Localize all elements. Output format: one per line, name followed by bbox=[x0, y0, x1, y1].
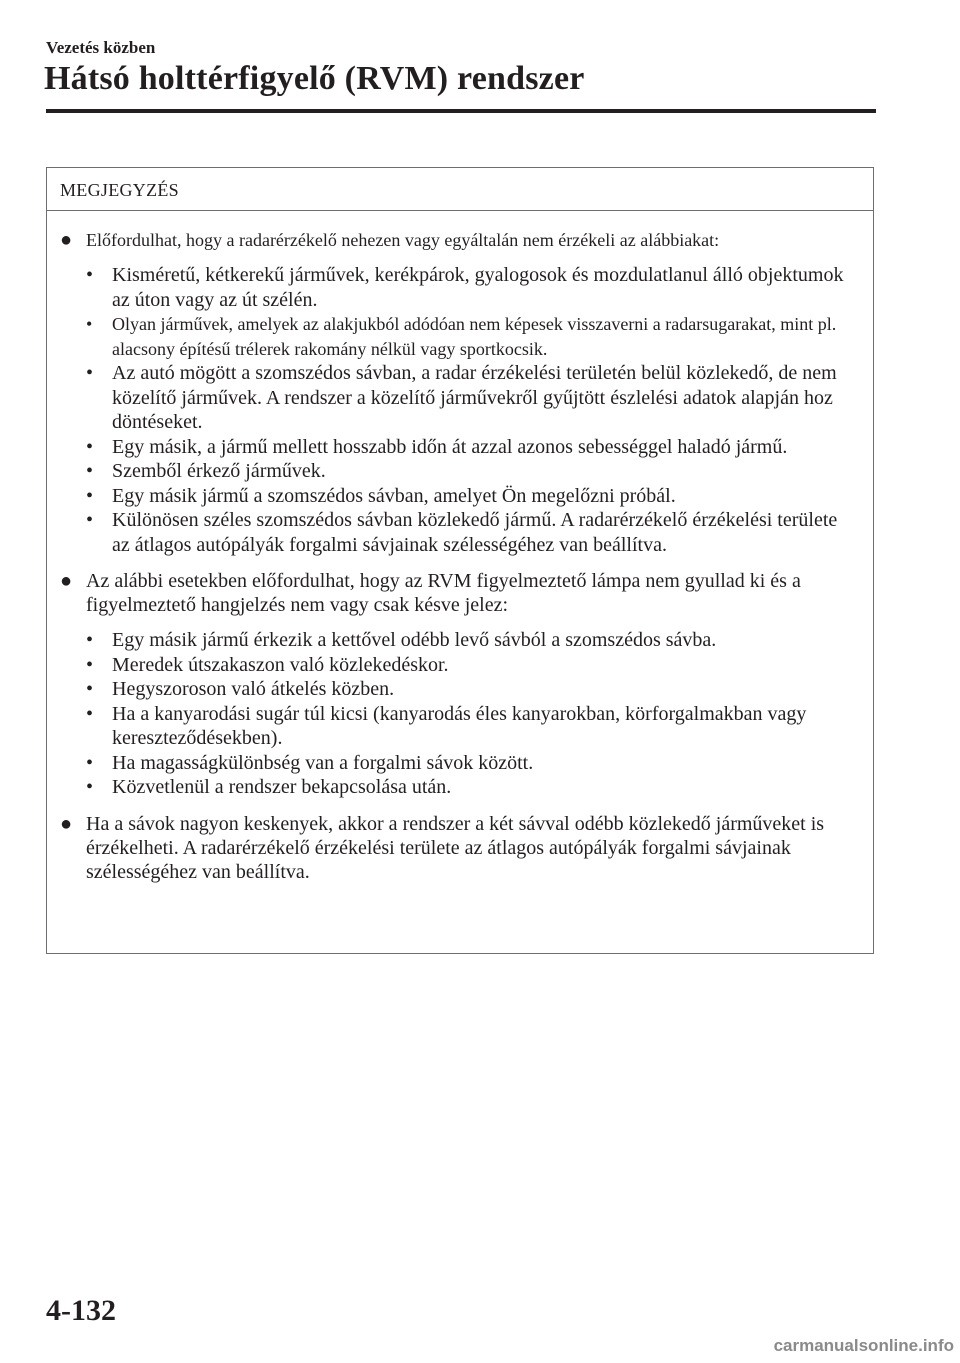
note-item bbox=[60, 812, 857, 884]
sub-item bbox=[86, 508, 857, 557]
sub-item-text: Meredek útszakaszon való közlekedéskor. bbox=[112, 653, 449, 676]
sub-list bbox=[86, 263, 857, 557]
page-number: 4-132 bbox=[46, 1294, 116, 1327]
sub-item bbox=[86, 484, 857, 509]
sub-bullet-icon: • bbox=[86, 264, 94, 286]
sub-bullet-icon: • bbox=[86, 435, 94, 458]
sub-list bbox=[86, 628, 857, 800]
note-box bbox=[46, 167, 874, 954]
sub-bullet-icon: • bbox=[86, 702, 94, 725]
sub-item-text: Egy másik jármű a szomszédos sávban, amelyet Ön megelőzni próbál. bbox=[112, 484, 676, 507]
title-rule bbox=[46, 109, 876, 113]
sub-item bbox=[86, 702, 857, 751]
sub-bullet-icon: • bbox=[86, 653, 94, 676]
sub-item bbox=[86, 628, 857, 653]
note-item-text: Az alábbi esetekben előfordulhat, hogy az RVM figyelmeztető lámpa nem gyullad ki és a figyelmeztető hangjelzés nem vagy csak késve jelez: bbox=[86, 570, 801, 616]
section-label: Vezetés közben bbox=[46, 38, 156, 57]
sub-item-text: Kisméretű, kétkerekű járművek, kerékpárok, gyalogosok és mozdulatlanul álló objektumok az úton vagy az út szélén. bbox=[112, 264, 844, 311]
sub-bullet-icon: • bbox=[86, 751, 94, 774]
sub-bullet-icon: • bbox=[86, 678, 94, 700]
page-title: Hátsó holttérfigyelő (RVM) rendszer bbox=[44, 60, 585, 97]
sub-item bbox=[86, 312, 857, 361]
sub-bullet-icon: • bbox=[86, 776, 94, 798]
sub-item-text: Egy másik jármű érkezik a kettővel odébb levő sávból a szomszédos sávba. bbox=[112, 629, 717, 651]
sub-item-text: Egy másik, a jármű mellett hosszabb időn át azzal azonos sebességgel haladó jármű. bbox=[112, 435, 788, 458]
sub-bullet-icon: • bbox=[86, 314, 93, 334]
sub-bullet-icon: • bbox=[86, 460, 94, 482]
sub-item-text: Különösen széles szomszédos sávban közlekedő jármű. A radarérzékelő érzékelési területe az átlagos autópályák forgalmi sávjainak szélességéhez van beállítva. bbox=[112, 509, 838, 556]
watermark: carmanualsonline.info bbox=[773, 1336, 954, 1355]
sub-item-text: Olyan járművek, amelyek az alakjukból adódóan nem képesek visszaverni a radarsugarakat, mint pl. alacsony építésű trélerek rakomány nélkül vagy sportkocsik. bbox=[112, 314, 837, 359]
bullet-icon: ● bbox=[60, 570, 73, 592]
sub-item-text: Ha a kanyarodási sugár túl kicsi (kanyarodás éles kanyarokban, körforgalmakban vagy kereszteződésekben). bbox=[112, 702, 807, 749]
sub-item bbox=[86, 775, 857, 800]
sub-item bbox=[86, 751, 857, 776]
sub-item bbox=[86, 677, 857, 702]
sub-item bbox=[86, 361, 857, 435]
bullet-icon: ● bbox=[60, 229, 73, 251]
note-heading: MEGJEGYZÉS bbox=[47, 168, 873, 211]
sub-item bbox=[86, 435, 857, 460]
sub-item bbox=[86, 263, 857, 312]
note-item-text: Ha a sávok nagyon keskenyek, akkor a rendszer a két sávval odébb közlekedő járműveket is érzékelheti. A radarérzékelő érzékelési területe az átlagos autópályák forgalmi sávjainak szélességéhez van beállítva. bbox=[86, 812, 825, 883]
note-item bbox=[60, 569, 857, 800]
sub-item bbox=[86, 653, 857, 678]
sub-item-text: Szemből érkező járművek. bbox=[112, 460, 326, 482]
sub-item-text: Ha magasságkülönbség van a forgalmi sávok között. bbox=[112, 751, 534, 774]
sub-item-text: Az autó mögött a szomszédos sávban, a radar érzékelési területén belül közlekedő, de nem közelítő járművek. A rendszer a közelítő járművekről gyűjtött észlelési adatok alapján hoz döntéseket. bbox=[112, 362, 837, 433]
sub-item-text: Közvetlenül a rendszer bekapcsolása után. bbox=[112, 776, 452, 798]
sub-bullet-icon: • bbox=[86, 362, 94, 384]
note-item-text: Előfordulhat, hogy a radarérzékelő nehezen vagy egyáltalán nem érzékeli az alábbiakat: bbox=[86, 230, 720, 250]
sub-bullet-icon: • bbox=[86, 509, 94, 531]
bullet-icon: ● bbox=[60, 812, 73, 835]
sub-item-text: Hegyszoroson való átkelés közben. bbox=[112, 678, 395, 700]
note-body bbox=[47, 211, 873, 884]
note-item bbox=[60, 228, 857, 557]
sub-bullet-icon: • bbox=[86, 484, 94, 507]
sub-bullet-icon: • bbox=[86, 629, 94, 651]
sub-item bbox=[86, 459, 857, 484]
